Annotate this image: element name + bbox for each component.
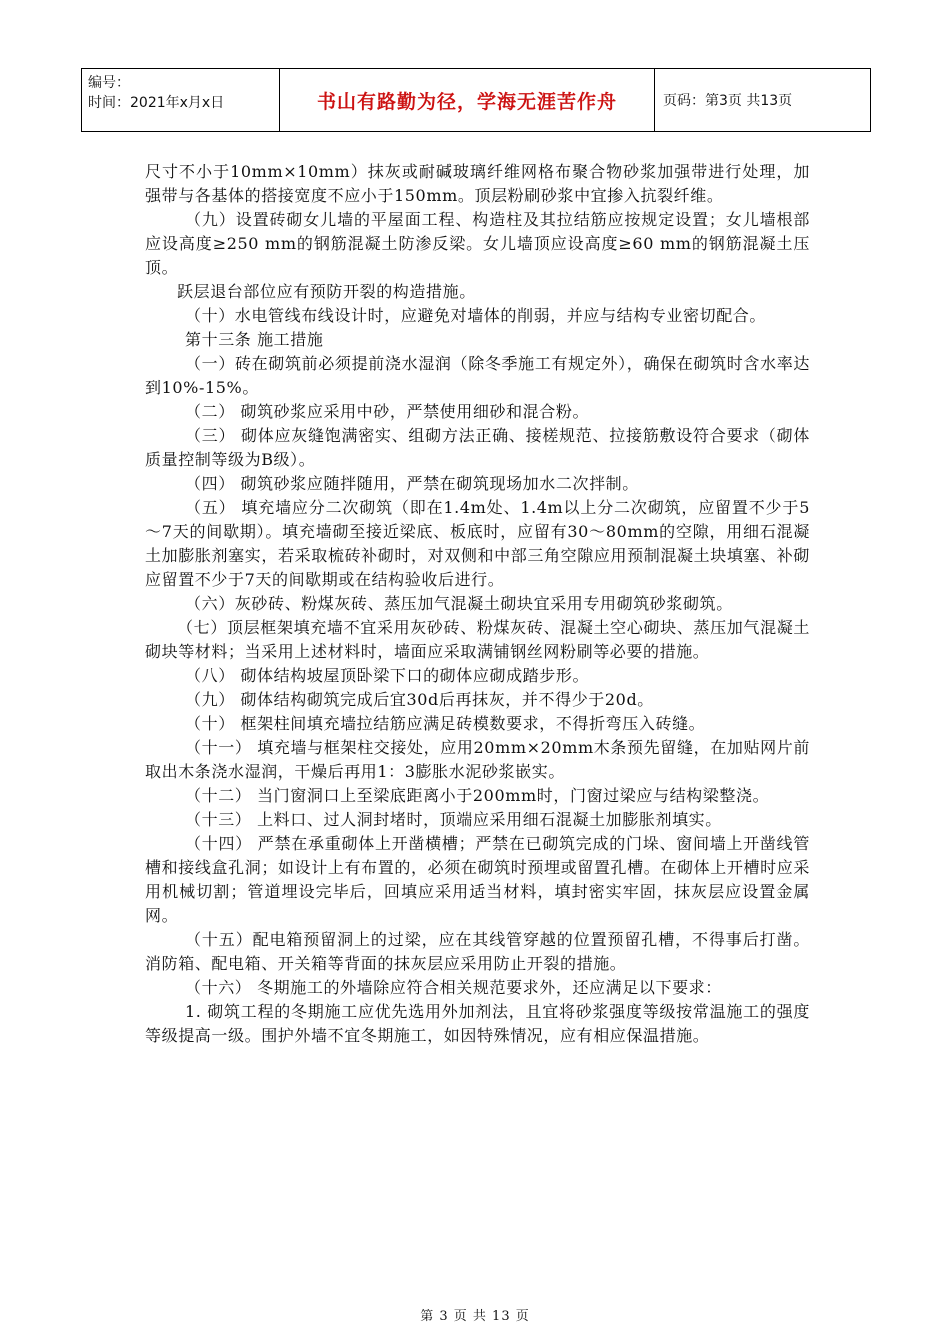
paragraph: 1. 砌筑工程的冬期施工应优先选用外加剂法，且宜将砂浆强度等级按常温施工的强度等级提高一级。围护外墙不宜冬期施工，如因特殊情况，应有相应保温措施。 <box>145 1002 810 1045</box>
document-body <box>145 160 810 1048</box>
section-heading: 第十三条 施工措施 <box>185 330 324 349</box>
paragraph: 跃层退台部位应有预防开裂的构造措施。 <box>177 282 476 301</box>
paragraph: （六）灰砂砖、粉煤灰砖、蒸压加气混凝土砌块宜采用专用砌筑砂浆砌筑。 <box>185 594 733 613</box>
paragraph: （十一） 填充墙与框架柱交接处，应用20mm×20mm木条预先留缝，在加贴网片前取出木条浇水湿润，干燥后再用1：3膨胀水泥砂浆嵌实。 <box>145 738 810 781</box>
paragraph: （十三） 上料口、过人洞封堵时，顶端应采用细石混凝土加膨胀剂填实。 <box>185 810 722 829</box>
header-meta <box>82 69 280 131</box>
paragraph: （十五）配电箱预留洞上的过梁，应在其线管穿越的位置预留孔槽，不得事后打凿。消防箱、配电箱、开关箱等背面的抹灰层应采用防止开裂的措施。 <box>145 930 810 973</box>
paragraph: （十六） 冬期施工的外墙除应符合相关规范要求外，还应满足以下要求： <box>185 978 722 997</box>
paragraph: （五） 填充墙应分二次砌筑（即在1.4m处、1.4m以上分二次砌筑，应留置不少于5～7天的间歇期）。填充墙砌至接近梁底、板底时，应留有30～80mm的空隙，用细石混凝土加膨胀剂塞实，若采取梳砖补砌时，对双侧和中部三角空隙应用预制混凝土块填塞、补砌应留置不少于7天的间歇期或在结构验收后进行。 <box>145 498 810 589</box>
page-header <box>81 68 871 132</box>
document-number: 编号： <box>88 75 130 91</box>
paragraph: （十） 框架柱间填充墙拉结筋应满足砖模数要求，不得折弯压入砖缝。 <box>185 714 706 733</box>
paragraph: （十）水电管线布线设计时，应避免对墙体的削弱，并应与结构专业密切配合。 <box>185 306 767 325</box>
paragraph: （一）砖在砌筑前必须提前浇水湿润（除冬季施工有规定外），确保在砌筑时含水率达到10%-15%。 <box>145 354 810 397</box>
paragraph: （十二） 当门窗洞口上至梁底距离小于200mm时，门窗过梁应与结构梁整浇。 <box>185 786 770 805</box>
document-date: 时间：2021年x月x日 <box>88 95 225 111</box>
paragraph: （三） 砌体应灰缝饱满密实、组砌方法正确、接槎规范、拉接筋敷设符合要求（砌体质量控制等级为B级）。 <box>145 426 810 469</box>
paragraph: （二） 砌筑砂浆应采用中砂，严禁使用细砂和混合粉。 <box>185 402 590 421</box>
paragraph: （九）设置砖砌女儿墙的平屋面工程、构造柱及其拉结筋应按规定设置；女儿墙根部应设高度≥250 mm的钢筋混凝土防渗反梁。女儿墙顶应设高度≥60 mm的钢筋混凝土压顶。 <box>145 210 810 277</box>
page-footer: 第 3 页 共 13 页 <box>420 1309 530 1324</box>
header-page-info: 页码：第3页 共13页 <box>663 93 793 109</box>
paragraph: （十四） 严禁在承重砌体上开凿横槽；严禁在已砌筑完成的门垛、窗间墙上开凿线管槽和接线盒孔洞；如设计上有布置的，必须在砌筑时预埋或留置孔槽。在砌体上开槽时应采用机械切割；管道埋设完毕后，回填应采用适当材料，填封密实牢固，抹灰层应设置金属网。 <box>145 834 810 925</box>
paragraph: （七）顶层框架填充墙不宜采用灰砂砖、粉煤灰砖、混凝土空心砌块、蒸压加气混凝土砌块等材料；当采用上述材料时，墙面应采取满铺钢丝网粉刷等必要的措施。 <box>145 618 810 661</box>
paragraph: （八） 砌体结构坡屋顶卧梁下口的砌体应砌成踏步形。 <box>185 666 590 685</box>
paragraph: 尺寸不小于10mm×10mm）抹灰或耐碱玻璃纤维网格布聚合物砂浆加强带进行处理，加强带与各基体的搭接宽度不应小于150mm。顶层粉刷砂浆中宜掺入抗裂纤维。 <box>145 162 810 205</box>
paragraph: （九） 砌体结构砌筑完成后宜30d后再抹灰，并不得少于20d。 <box>185 690 654 709</box>
header-motto: 书山有路勤为径，学海无涯苦作舟 <box>280 69 655 131</box>
paragraph: （四） 砌筑砂浆应随拌随用，严禁在砌筑现场加水二次拌制。 <box>185 474 639 493</box>
